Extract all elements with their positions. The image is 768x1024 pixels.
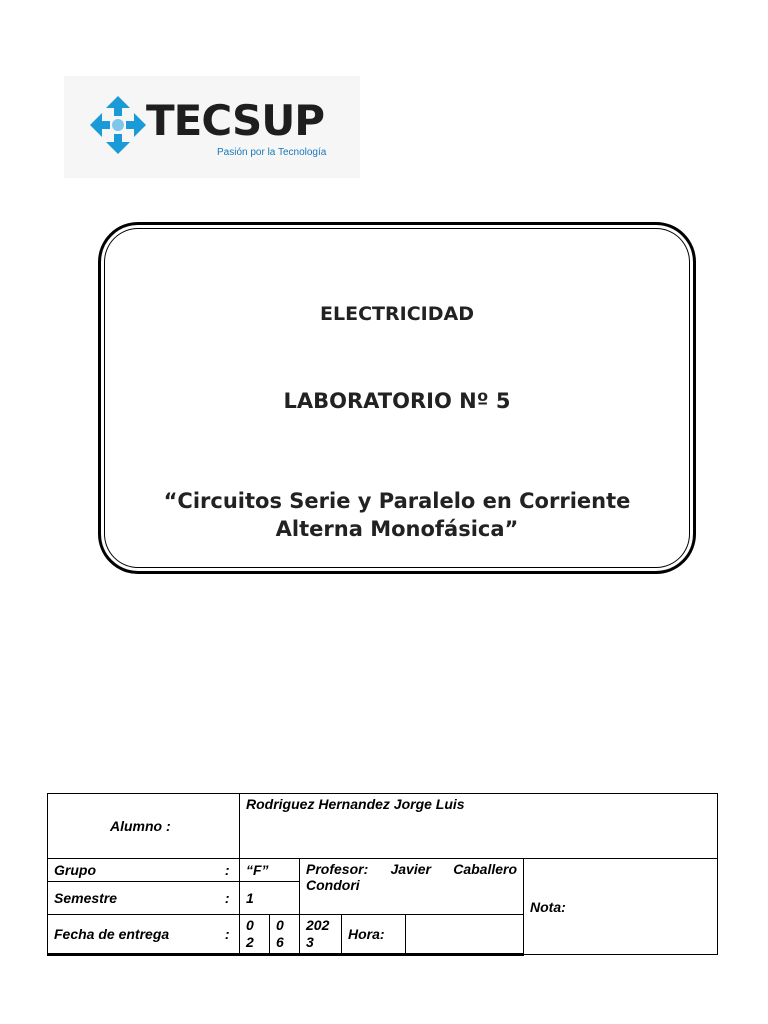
grupo-colon: : xyxy=(216,859,240,882)
profesor-label: Profesor: xyxy=(306,861,369,877)
semestre-value: 1 xyxy=(240,882,300,915)
semestre-colon: : xyxy=(216,882,240,915)
logo-wordmark: TECSUP xyxy=(146,96,325,145)
grupo-label-cell xyxy=(48,859,216,882)
cover-title-box xyxy=(98,222,696,574)
grupo-label: Grupo xyxy=(54,862,96,878)
lab-title xyxy=(101,487,693,543)
fecha-label-cell xyxy=(48,915,216,955)
fecha-month: 0 6 xyxy=(270,915,300,955)
nota-cell xyxy=(524,859,718,955)
profesor-value: Javier Caballero Condori xyxy=(306,861,518,893)
alumno-label-cell xyxy=(48,794,240,859)
semestre-label-cell xyxy=(48,882,216,915)
lab-title-line-1: “Circuitos Serie y Paralelo en Corriente xyxy=(163,489,631,513)
grupo-value: “F” xyxy=(240,859,300,882)
lab-number-heading: LABORATORIO Nº 5 xyxy=(283,389,511,413)
alumno-value: Rodriguez Hernandez Jorge Luis xyxy=(246,796,465,812)
profesor-cell xyxy=(300,859,524,915)
fecha-label: Fecha de entrega xyxy=(54,926,170,942)
fecha-day: 0 2 xyxy=(240,915,270,955)
tecsup-logo xyxy=(64,76,360,178)
student-info-table xyxy=(47,793,718,956)
nota-label: Nota: xyxy=(530,898,566,915)
hora-label-cell xyxy=(342,915,406,955)
fecha-colon: : xyxy=(216,915,240,955)
hora-label: Hora: xyxy=(348,926,385,942)
lab-title-line-2: Alterna Monofásica” xyxy=(275,517,519,541)
semestre-label: Semestre xyxy=(54,890,118,906)
alumno-value-cell xyxy=(240,794,718,859)
tecsup-emblem-icon xyxy=(88,94,148,156)
fecha-year: 202 3 xyxy=(300,915,342,955)
subject-heading: ELECTRICIDAD xyxy=(320,303,474,325)
hora-value-cell xyxy=(406,915,524,955)
logo-tagline: Pasión por la Tecnología xyxy=(217,147,327,158)
alumno-label: Alumno : xyxy=(110,818,171,834)
